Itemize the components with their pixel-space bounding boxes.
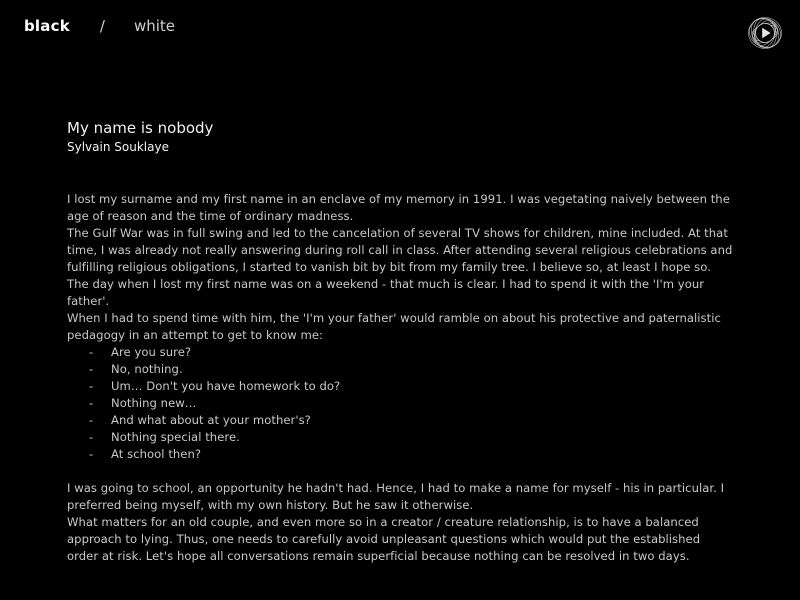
article-body xyxy=(67,191,735,565)
theme-white-link[interactable]: white xyxy=(133,17,175,35)
theme-separator: / xyxy=(99,17,105,35)
paragraph-gap xyxy=(67,463,735,480)
theme-black-link[interactable]: black xyxy=(24,17,70,35)
paragraph: The day when I lost my first name was on a weekend - that much is clear. I had to spend it with the 'I'm your father'. xyxy=(67,277,705,308)
dialogue-line: - Nothing new… xyxy=(67,395,735,412)
article-title: My name is nobody xyxy=(67,119,214,137)
article xyxy=(67,118,735,565)
dialogue-line: - Um… Don't you have homework to do? xyxy=(67,378,735,395)
spiral-play-logo-icon[interactable] xyxy=(747,15,783,51)
paragraph: I lost my surname and my first name in an enclave of my memory in 1991. I was vegetating naively between the age of reason and the time of ordinary madness. xyxy=(67,192,730,223)
dialogue-line: - And what about at your mother's? xyxy=(67,412,735,429)
dialogue-line: - Nothing special there. xyxy=(67,429,735,446)
paragraph: The Gulf War was in full swing and led to the cancelation of several TV shows for children, mine included. At that time, I was already not really answering during roll call in class. After attending several religious celebrations and fulfilling religious obligations, I started to vanish bit by bit from my family tree. I believe so, at least I hope so. xyxy=(67,226,733,274)
dialogue-line: - Are you sure? xyxy=(67,344,735,361)
dialogue-list xyxy=(67,344,735,463)
article-author: Sylvain Souklaye xyxy=(67,140,169,154)
paragraph: When I had to spend time with him, the 'I'm your father' would ramble on about his protective and paternalistic pedagogy in an attempt to get to know me: xyxy=(67,311,721,342)
paragraph: What matters for an old couple, and even more so in a creator / creature relationship, is to have a balanced approach to lying. Thus, one needs to carefully avoid unpleasant questions which would put the established order at risk. Let's hope all conversations remain superficial because nothing can be resolved in two days. xyxy=(67,515,701,563)
theme-switcher xyxy=(24,17,175,35)
dialogue-line: - At school then? xyxy=(67,446,735,463)
paragraph: I was going to school, an opportunity he hadn't had. Hence, I had to make a name for myself - his in particular. I preferred being myself, with my own history. But he saw it otherwise. xyxy=(67,481,725,512)
dialogue-line: - No, nothing. xyxy=(67,361,735,378)
